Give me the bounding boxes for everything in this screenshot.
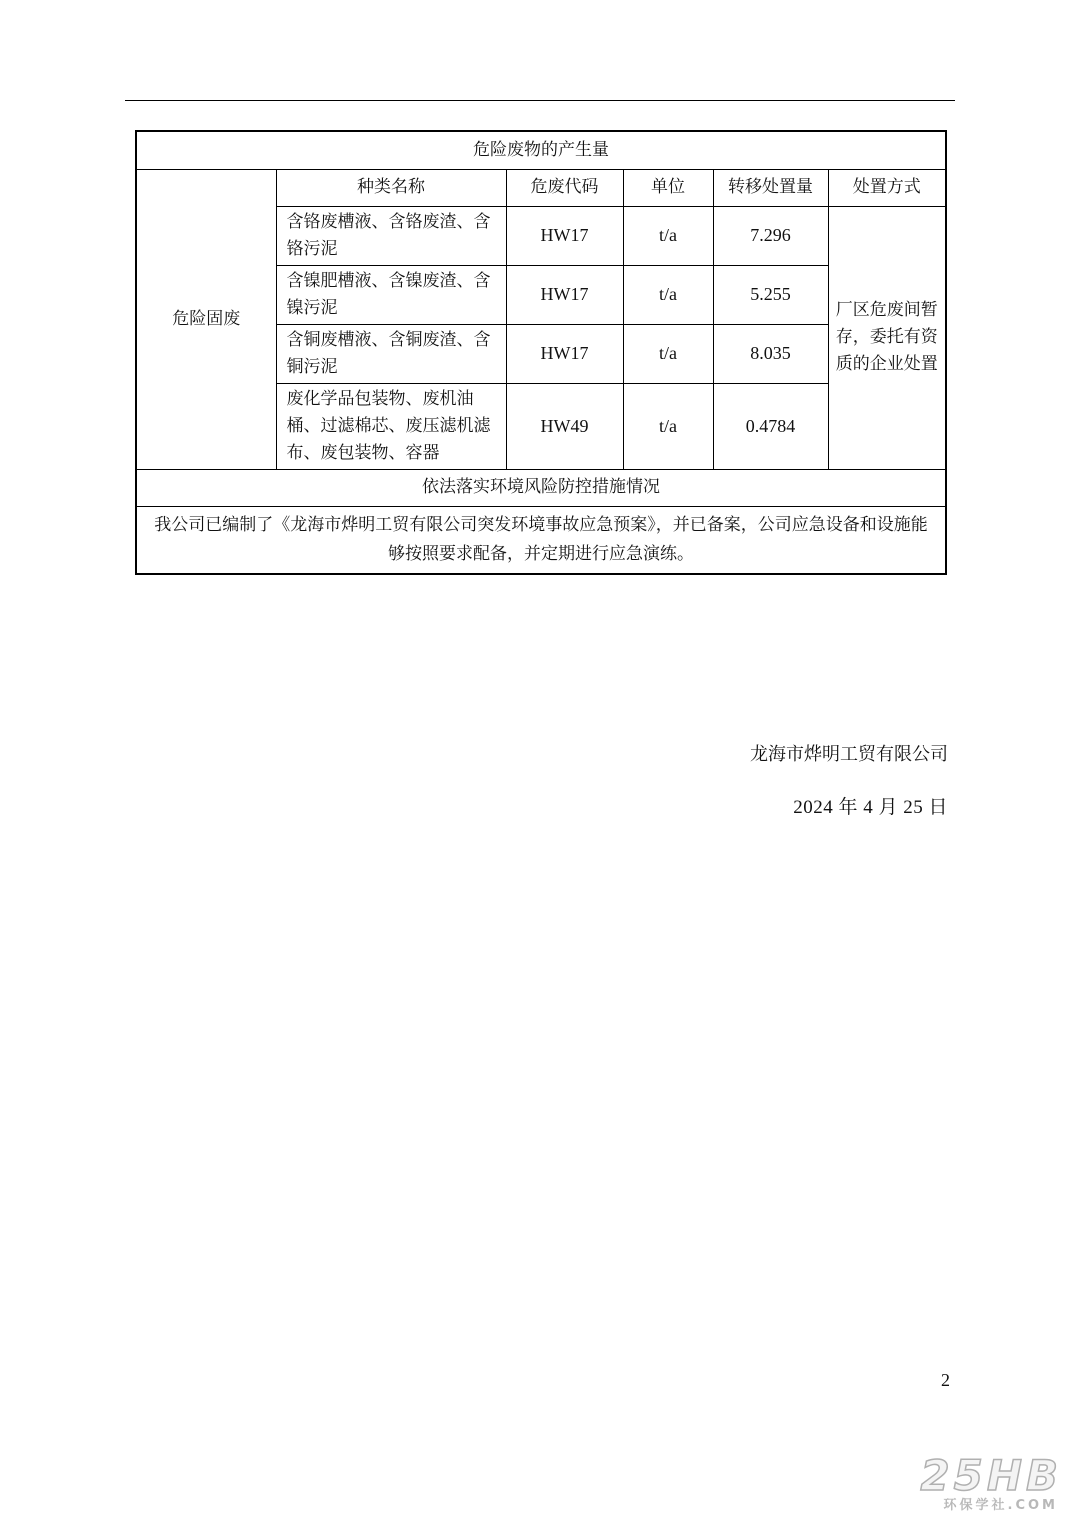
waste-amount: 0.4784 (713, 383, 828, 469)
waste-code: HW17 (506, 206, 623, 265)
header-disposal: 处置方式 (828, 169, 946, 206)
waste-name: 含铜废槽液、含铜废渣、含铜污泥 (276, 324, 506, 383)
waste-unit: t/a (623, 206, 713, 265)
watermark-logo-text: 25HB (920, 1451, 1062, 1500)
waste-name: 废化学品包装物、废机油桶、过滤棉芯、废压滤机滤布、废包装物、容器 (276, 383, 506, 469)
risk-statement: 我公司已编制了《龙海市烨明工贸有限公司突发环境事故应急预案》，并已备案，公司应急设备和设施能够按照要求配备，并定期进行应急演练。 (136, 506, 946, 574)
hazardous-waste-table (135, 130, 947, 575)
waste-unit: t/a (623, 324, 713, 383)
header-code: 危废代码 (506, 169, 623, 206)
waste-unit: t/a (623, 265, 713, 324)
waste-code: HW17 (506, 265, 623, 324)
waste-amount: 5.255 (713, 265, 828, 324)
waste-code: HW17 (506, 324, 623, 383)
waste-amount: 7.296 (713, 206, 828, 265)
signature-company: 龙海市烨明工贸有限公司 (750, 744, 948, 765)
waste-unit: t/a (623, 383, 713, 469)
waste-name: 含铬废槽液、含铬废渣、含铬污泥 (276, 206, 506, 265)
header-unit: 单位 (623, 169, 713, 206)
header-rule (125, 100, 955, 101)
risk-section-title: 依法落实环境风险防控措施情况 (136, 469, 946, 506)
watermark-logo (872, 1451, 1062, 1513)
table-title: 危险废物的产生量 (136, 131, 946, 169)
waste-code: HW49 (506, 383, 623, 469)
header-amount: 转移处置量 (713, 169, 828, 206)
disposal-method: 厂区危废间暂存，委托有资质的企业处置 (828, 206, 946, 469)
waste-name: 含镍肥槽液、含镍废渣、含镍污泥 (276, 265, 506, 324)
page-number: 2 (941, 1370, 950, 1390)
waste-category: 危险固废 (136, 169, 276, 469)
waste-amount: 8.035 (713, 324, 828, 383)
header-name: 种类名称 (276, 169, 506, 206)
signature-date: 2024 年 4 月 25 日 (793, 797, 948, 818)
watermark-site-text: 环保学社.COM (943, 1498, 1058, 1513)
